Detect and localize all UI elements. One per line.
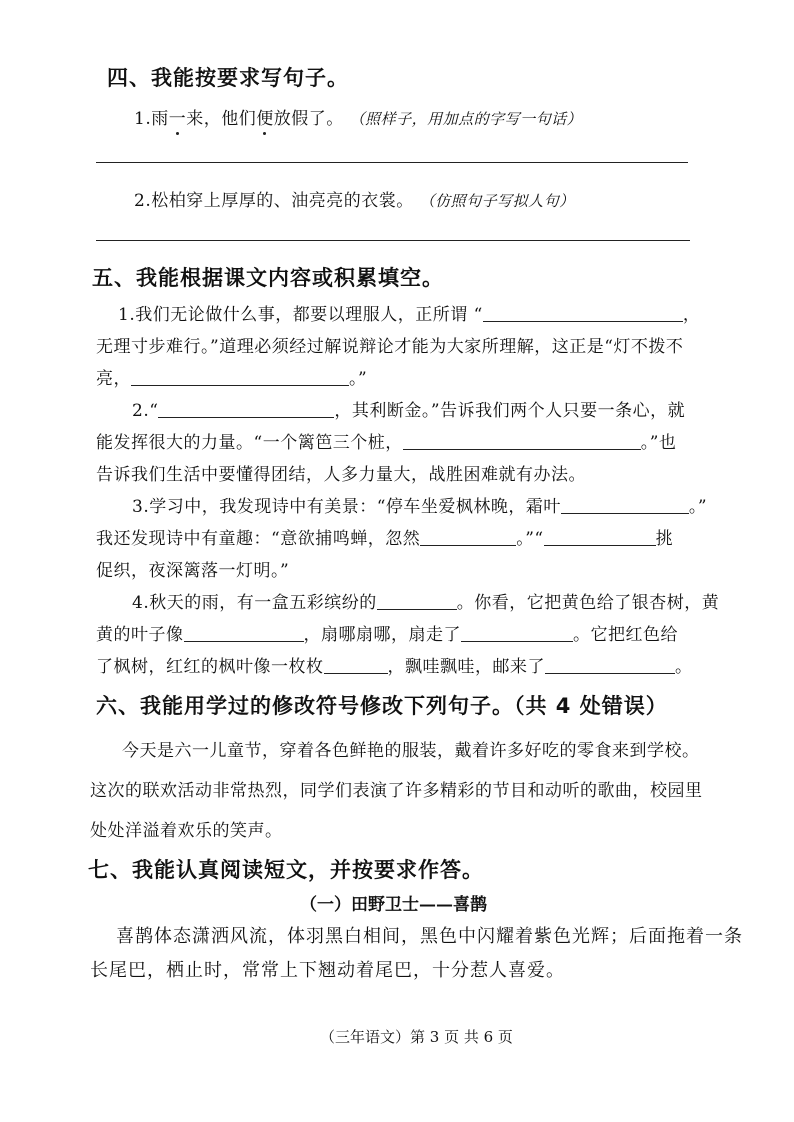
passage-line2: 长尾巴，栖止时，常常上下翘动着尾巴，十分惹人喜爱。 bbox=[90, 960, 565, 981]
instruction-note: （仿照句子写拟人句） bbox=[419, 192, 575, 210]
section4-q2: 2.松柏穿上厚厚的、油亮亮的衣裳。 （仿照句子写拟人句） bbox=[134, 191, 575, 211]
section6-title: 六、我能用学过的修改符号修改下列句子。（共 4 处错误） bbox=[96, 694, 668, 718]
section6-para-line2: 这次的联欢活动非常热烈，同学们表演了许多精彩的节目和动听的歌曲，校园里 bbox=[90, 781, 703, 801]
section5-q1-line2: 无理寸步难行。”道理必须经过解说辩论才能为大家所理解，这正是“灯不拨不 bbox=[96, 337, 684, 357]
section6-para-line3: 处处洋溢着欢乐的笑声。 bbox=[90, 821, 283, 841]
fill-blank[interactable] bbox=[403, 433, 641, 450]
section5-title: 五、我能根据课文内容或积累填空。 bbox=[92, 266, 444, 290]
emphasis-dot-char: 便 bbox=[256, 109, 274, 129]
passage-subtitle: （一）田野卫士——喜鹊 bbox=[300, 895, 487, 915]
section5-q3-line3: 促织，夜深篱落一灯明。” bbox=[96, 561, 290, 581]
fill-blank[interactable] bbox=[324, 657, 388, 674]
section6-para-line1: 今天是六一儿童节，穿着各色鲜艳的服装，戴着许多好吃的零食来到学校。 bbox=[122, 741, 700, 761]
section5-q4-line2: 黄的叶子像 ，扇哪扇哪，扇走了 。它把红色给 bbox=[96, 625, 678, 645]
fill-blank[interactable] bbox=[420, 529, 516, 546]
fill-blank[interactable] bbox=[158, 401, 334, 418]
section4-q1: 1.雨一来，他们便放假了。 （照样子，用加点的字写一句话） bbox=[134, 109, 583, 129]
section5-q4-line3: 了枫树，红红的枫叶像一枚枚 ，飘哇飘哇，邮来了 。 bbox=[96, 657, 693, 677]
fill-blank[interactable] bbox=[561, 497, 689, 514]
fill-blank[interactable] bbox=[461, 625, 573, 642]
fill-blank[interactable] bbox=[131, 369, 349, 386]
section5-q1-line3: 亮， 。” bbox=[96, 369, 368, 389]
fill-blank[interactable] bbox=[483, 305, 683, 322]
section5-q3-line2: 我还发现诗中有童趣：“意欲捕鸣蝉，忽然 。”“ 挑 bbox=[96, 529, 674, 549]
section5-q3-line1: 3.学习中，我发现诗中有美景：“停车坐爱枫林晚，霜叶 。” bbox=[132, 497, 708, 517]
section5-q2-line3: 告诉我们生活中要懂得团结，人多力量大，战胜困难就有办法。 bbox=[96, 465, 586, 485]
instruction-note: （照样子，用加点的字写一句话） bbox=[349, 110, 583, 128]
fill-blank[interactable] bbox=[544, 529, 656, 546]
section7-title: 七、我能认真阅读短文，并按要求作答。 bbox=[88, 858, 484, 882]
fill-blank[interactable] bbox=[545, 657, 675, 674]
page-footer: （三年语文）第 3 页 共 6 页 bbox=[320, 1028, 513, 1046]
section5-q2-line1: 2.“ ，其利断金。”告诉我们两个人只要一条心，就 bbox=[132, 401, 686, 421]
answer-line[interactable] bbox=[96, 162, 688, 163]
section5-q1-line1: 1.我们无论做什么事，都要以理服人，正所谓 “ ， bbox=[118, 305, 701, 325]
section5-q2-line2: 能发挥很大的力量。“一个篱笆三个桩， 。”也 bbox=[96, 433, 677, 453]
section4-title: 四、我能按要求写句子。 bbox=[107, 66, 349, 90]
passage-line1: 喜鹊体态潇洒风流，体羽黑白相间，黑色中闪耀着紫色光辉；后面拖着一条 bbox=[116, 926, 743, 947]
emphasis-dot-char: 一 bbox=[168, 109, 187, 129]
fill-blank[interactable] bbox=[184, 625, 304, 642]
answer-line[interactable] bbox=[96, 240, 690, 241]
section5-q4-line1: 4.秋天的雨，有一盒五彩缤纷的 。你看，它把黄色给了银杏树，黄 bbox=[132, 593, 720, 613]
fill-blank[interactable] bbox=[377, 593, 457, 610]
